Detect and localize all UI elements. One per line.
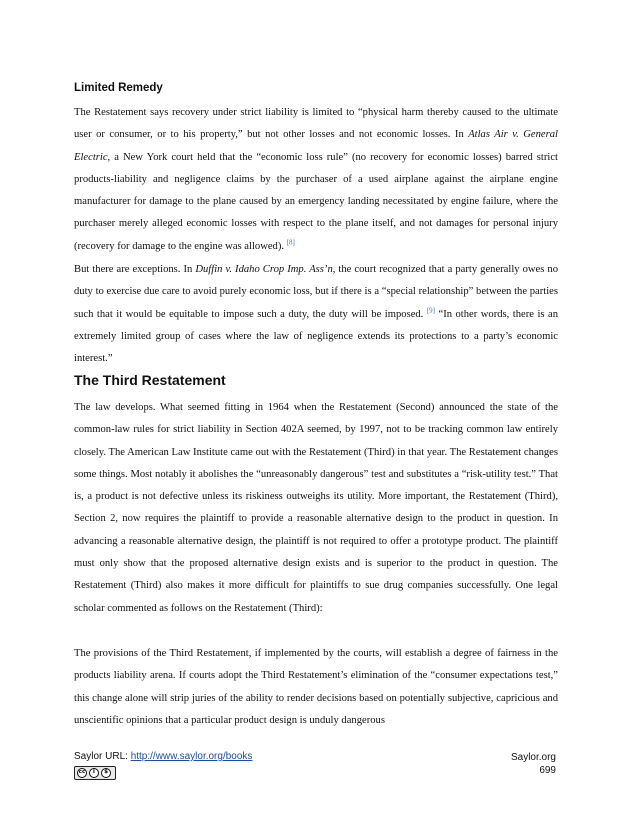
para2-text-c: “In other words, there is an extremely limited group of cases where the law of negligence extends its protections to a party’s economic interest.”	[74, 308, 558, 365]
by-circle-icon: i	[89, 768, 99, 778]
page-number: 699	[539, 765, 556, 776]
case-name-duffin: Duffin v. Idaho Crop Imp. Ass’n	[195, 264, 333, 275]
footer-url-link[interactable]: http://www.saylor.org/books	[130, 751, 253, 762]
para2-text-a: But there are exceptions. In	[74, 264, 196, 275]
paragraph-limited-remedy	[74, 102, 558, 258]
creative-commons-badge-icon	[74, 766, 116, 780]
para1-text-a: The Restatement says recovery under strict liability is limited to “physical harm thereby caused to the ultimate user or consumer, or to his property,” but not other losses and not economic losses. In	[74, 107, 558, 141]
cc-circle-icon: cc	[77, 768, 87, 778]
para2-text-b: , the court recognized that a party generally owes no duty to exercise due care to avoid purely economic loss, but if there is a “special relationship” between the parties such that it would be equitable to impose such a duty, the duty will be imposed.	[74, 264, 558, 320]
paragraph-third-restatement: The law develops. What seemed fitting in 1964 when the Restatement (Second) announced the state of the common-law rules for strict liability in Section 402A seemed, by 1997, not to be tracking common law entirely closely. The American Law Institute came out with the Restatement (Third) in that year. The Restatement changes some things. Most notably it abolishes the “unreasonably dangerous” test and substitutes a “risk-utility test.” That is, a product is not defective unless its riskiness outweighs its utility. More important, the Restatement (Third), Section 2, now requires the plaintiff to provide a reasonable alternative design to the product in question. In advancing a reasonable alternative design, the plaintiff is not required to offer a prototype product. The plaintiff must only show that the proposed alternative design exists and is superior to the product in question. The Restatement (Third) also makes it more difficult for plaintiffs to sue drug companies successfully. One legal scholar commented as follows on the Restatement (Third):	[74, 402, 558, 614]
case-name-atlas-air: Atlas Air v. General Electric	[74, 129, 558, 163]
paragraph-quote: The provisions of the Third Restatement, if implemented by the courts, will establish a degree of fairness in the products liability arena. If courts adopt the Third Restatement’s elimination of the “consumer expectations test,” this change alone will strip juries of the ability to render decisions based on potentially subjective, capricious and unscientific opinions that a particular product design is unduly dangerous	[74, 648, 558, 726]
footnote-8-link[interactable]: [8]	[286, 238, 295, 247]
footer-site: Saylor.org	[510, 752, 556, 763]
footer-source	[74, 751, 252, 762]
section-heading-third-restatement: The Third Restatement	[74, 372, 226, 388]
footnote-9-link[interactable]: [9]	[426, 306, 436, 315]
para1-text-b: , a New York court held that the “economic loss rule” (no recovery for economic losses) barred strict products-liability and negligence claims by the purchaser of a used airplane against the airplane engine manufacturer for damage to the plane caused by an emergency landing necessitated by engine failure, where the purchaser merely alleged economic losses with respect to the plane itself, and not damages for personal injury (recovery for damage to the engine was allowed).	[74, 151, 558, 252]
paragraph-exceptions	[74, 259, 558, 370]
footer-right	[511, 751, 556, 777]
section-heading-limited-remedy: Limited Remedy	[74, 82, 163, 94]
nc-circle-icon: $	[101, 768, 111, 778]
footer-url-label: Saylor URL:	[74, 751, 131, 762]
